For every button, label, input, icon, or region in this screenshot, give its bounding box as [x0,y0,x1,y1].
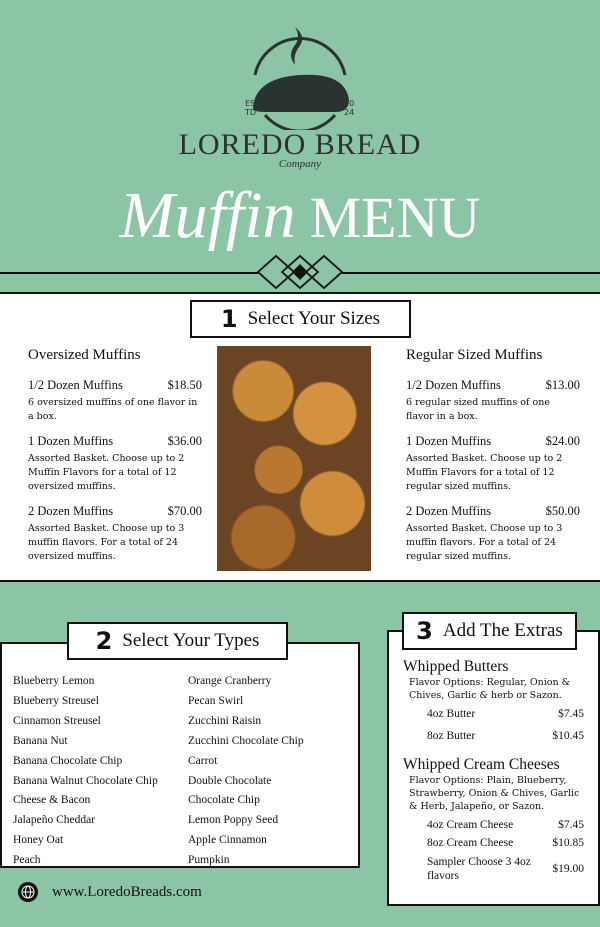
item-name: 4oz Cream Cheese [427,819,514,831]
step-number: 3 [416,617,433,645]
item-name: 1/2 Dozen Muffins [28,378,123,392]
divider-right [342,272,600,274]
type-item: Blueberry Streusel [13,694,99,707]
flavor-options: Flavor Options: Regular, Onion & Chives, Garlic & herb or Sazon. [409,677,571,701]
item-name: 1 Dozen Muffins [406,434,492,448]
page-title [0,178,600,254]
footer [18,882,202,902]
svg-text:20: 20 [344,99,355,108]
sizes-header [190,300,411,338]
title-main: MENU [309,185,481,250]
bread-logo [225,20,375,130]
section-heading: Add The Extras [442,620,563,641]
regular-column [406,347,580,574]
column-title: Oversized Muffins [28,347,141,363]
item-price: $18.50 [167,378,202,392]
type-item: Chocolate Chip [188,794,260,807]
extra-item [427,855,584,883]
type-item: Banana Nut [13,734,68,747]
type-item: Jalapeño Cheddar [13,814,96,827]
svg-text:TD: TD [245,108,257,117]
type-item: Zucchini Chocolate Chip [188,734,304,747]
menu-item [406,434,580,494]
type-item: Carrot [188,754,218,767]
item-price: $24.00 [545,434,580,448]
item-price: $13.00 [545,378,580,392]
item-desc: Assorted Basket. Choose up to 2 Muffin Flavors for a total of 12 regular sized muffins. [406,453,563,492]
type-item: Banana Walnut Chocolate Chip [13,774,158,787]
menu-item [28,378,202,424]
brand-subtitle: Company [278,158,322,170]
globe-icon [18,882,38,902]
type-item: Honey Oat [13,834,64,847]
type-item: Blueberry Lemon [13,675,95,687]
item-price: $10.85 [552,837,584,849]
item-price: $70.00 [167,504,202,518]
extras-section [387,630,600,906]
website-link[interactable]: www.LoredoBreads.com [52,883,202,900]
oversized-column [28,347,202,574]
item-name: 1 Dozen Muffins [28,434,114,448]
section-heading: Select Your Sizes [247,308,381,329]
menu-item [28,434,202,494]
section-heading: Select Your Types [122,630,260,651]
item-name: 8oz Butter [427,730,476,742]
type-item: Cinnamon Streusel [13,714,101,727]
type-item: Peach [13,854,41,867]
item-desc: Assorted Basket. Choose up to 3 muffin flavors. For a total of 24 oversized muffins. [28,523,185,562]
extra-item [427,837,584,849]
type-item: Orange Cranberry [188,675,272,687]
item-name: 8oz Cream Cheese [427,837,514,849]
item-price: $10.45 [552,730,584,742]
divider-left [0,272,258,274]
extra-item [427,730,584,742]
item-price: $50.00 [545,504,580,518]
column-title: Regular Sized Muffins [406,347,543,363]
menu-item [406,378,580,424]
svg-text:24: 24 [344,108,355,117]
types-section [0,642,360,868]
extra-item [427,819,584,831]
item-desc: Assorted Basket. Choose up to 2 Muffin Flavors for a total of 12 oversized muffins. [28,453,185,492]
extras-title: Whipped Cream Cheeses [403,756,560,773]
item-desc: 6 regular sized muffins of one flavor in a box. [406,397,550,422]
item-name: 1/2 Dozen Muffins [406,378,501,392]
type-item: Pecan Swirl [188,694,244,707]
item-desc: Assorted Basket. Choose up to 3 muffin flavors. For a total of 24 regular sized muffins. [406,523,563,562]
item-price: $7.45 [558,819,584,831]
menu-item [28,504,202,564]
step-number: 2 [95,627,113,655]
title-script: Muffin [119,179,296,252]
extras-title: Whipped Butters [403,658,509,675]
type-item: Zucchini Raisin [188,714,262,727]
types-header [67,622,288,660]
brand-name: LOREDO BREAD [178,128,422,161]
types-right-list [188,672,304,871]
item-name: 2 Dozen Muffins [406,504,492,518]
svg-text:ES: ES [245,99,256,108]
types-left-list [13,672,158,871]
item-price: $19.00 [552,863,584,875]
step-number: 1 [220,305,238,333]
item-desc: 6 oversized muffins of one flavor in a box. [28,397,198,422]
extras-header [402,612,577,650]
item-price: $7.45 [558,708,584,720]
item-name: 2 Dozen Muffins [28,504,114,518]
type-item: Lemon Poppy Seed [188,814,279,827]
item-price: $36.00 [167,434,202,448]
menu-item [406,504,580,564]
muffins-photo [217,346,371,571]
extra-item [427,708,584,720]
item-name: Sampler Choose 3 4oz flavors [427,856,531,882]
type-item: Pumpkin [188,854,230,867]
type-item: Cheese & Bacon [13,794,91,807]
type-item: Double Chocolate [188,774,272,787]
type-item: Apple Cinnamon [188,834,267,847]
diamond-ornament [256,254,344,290]
flavor-options: Flavor Options: Plain, Blueberry, Strawberry, Onion & Chives, Garlic & Herb, Jalapeño, or Sazon. [409,775,580,812]
item-name: 4oz Butter [427,708,476,720]
type-item: Banana Chocolate Chip [13,754,123,767]
